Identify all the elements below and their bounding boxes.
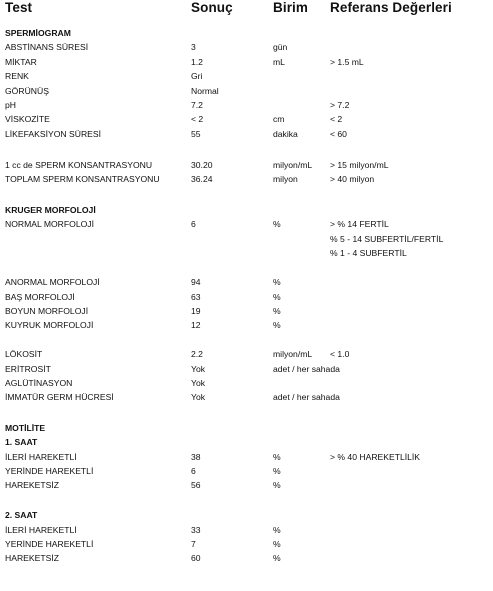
test-name: RENK	[5, 71, 29, 81]
section-title-text: SPERMİOGRAM	[5, 28, 71, 38]
unit: %	[273, 525, 281, 535]
test-name: VİSKOZİTE	[5, 114, 50, 124]
reference-range: > 1.5 mL	[330, 57, 364, 67]
section-title	[0, 203, 493, 217]
test-name: TOPLAM SPERM KONSANTRASYONU	[5, 174, 160, 184]
result-row	[0, 217, 493, 231]
reference-range: < 60	[330, 129, 347, 139]
test-name: YERİNDE HAREKETLİ	[5, 539, 94, 549]
result-value: Yok	[191, 364, 206, 374]
result-value: 36.24	[191, 174, 213, 184]
unit: milyon/mL	[273, 349, 313, 359]
unit: %	[273, 466, 281, 476]
result-value: Yok	[191, 378, 206, 388]
reference-range: > 15 milyon/mL	[330, 160, 389, 170]
result-row	[0, 112, 493, 126]
reference-range: > % 40 HAREKETLİLİK	[330, 452, 421, 462]
result-value: 63	[191, 292, 201, 302]
result-row	[0, 362, 493, 376]
result-row	[0, 84, 493, 98]
result-value: Yok	[191, 392, 206, 402]
test-name: ERİTROSİT	[5, 364, 51, 374]
test-name: LÖKOSİT	[5, 349, 43, 359]
result-value: 6	[191, 466, 196, 476]
unit: %	[273, 320, 281, 330]
header-sonuc: Sonuç	[191, 0, 233, 15]
section-title-text: 1. SAAT	[5, 437, 38, 447]
result-value: 60	[191, 553, 201, 563]
section-title	[0, 435, 493, 449]
result-row	[0, 537, 493, 551]
result-row	[0, 275, 493, 289]
reference-range: < 2	[330, 114, 343, 124]
result-value: 94	[191, 277, 201, 287]
unit: mL	[273, 57, 285, 67]
result-value: 56	[191, 480, 201, 490]
unit: %	[273, 277, 281, 287]
reference-range: % 5 - 14 SUBFERTİL/FERTİL	[330, 234, 444, 244]
unit: milyon	[273, 174, 298, 184]
unit: %	[273, 306, 281, 316]
result-row	[0, 55, 493, 69]
test-name: AGLÜTİNASYON	[5, 378, 73, 388]
test-name: ANORMAL MORFOLOJİ	[5, 277, 100, 287]
result-value: 7	[191, 539, 196, 549]
test-name: HAREKETSİZ	[5, 553, 59, 563]
test-name: LİKEFAKSİYON SÜRESİ	[5, 129, 101, 139]
unit: %	[273, 452, 281, 462]
unit: gün	[273, 42, 288, 52]
result-value: 19	[191, 306, 201, 316]
result-value: Gri	[191, 71, 203, 81]
test-name: BAŞ MORFOLOJİ	[5, 292, 75, 302]
unit: milyon/mL	[273, 160, 313, 170]
result-row	[0, 69, 493, 83]
result-value: 38	[191, 452, 201, 462]
result-row	[0, 232, 493, 246]
unit: adet / her sahada	[273, 364, 340, 374]
unit: %	[273, 219, 281, 229]
result-value: 7.2	[191, 100, 203, 110]
result-row	[0, 40, 493, 54]
result-row	[0, 290, 493, 304]
result-row	[0, 478, 493, 492]
header-test: Test	[5, 0, 33, 15]
header-birim: Birim	[273, 0, 309, 15]
result-value: Normal	[191, 86, 219, 96]
unit: %	[273, 292, 281, 302]
header-referans: Referans Değerleri	[330, 0, 452, 15]
result-row	[0, 127, 493, 141]
result-value: < 2	[191, 114, 204, 124]
reference-range: % 1 - 4 SUBFERTİL	[330, 248, 407, 258]
result-row	[0, 450, 493, 464]
section-title	[0, 26, 493, 40]
result-row	[0, 376, 493, 390]
test-name: pH	[5, 100, 16, 110]
unit: dakika	[273, 129, 298, 139]
result-row	[0, 318, 493, 332]
unit: adet / her sahada	[273, 392, 340, 402]
result-row	[0, 246, 493, 260]
test-name: NORMAL MORFOLOJİ	[5, 219, 94, 229]
result-value: 2.2	[191, 349, 203, 359]
result-row	[0, 464, 493, 478]
unit: cm	[273, 114, 285, 124]
result-row	[0, 98, 493, 112]
test-name: İLERİ HAREKETLİ	[5, 452, 77, 462]
result-row	[0, 304, 493, 318]
test-name: HAREKETSİZ	[5, 480, 59, 490]
test-name: BOYUN MORFOLOJİ	[5, 306, 89, 316]
test-name: YERİNDE HAREKETLİ	[5, 466, 94, 476]
test-name: KUYRUK MORFOLOJİ	[5, 320, 94, 330]
test-name: ABSTİNANS SÜRESİ	[5, 42, 89, 52]
test-name: 1 cc de SPERM KONSANTRASYONU	[5, 160, 153, 170]
result-value: 30.20	[191, 160, 213, 170]
result-row	[0, 390, 493, 404]
result-row	[0, 172, 493, 186]
unit: %	[273, 553, 281, 563]
unit: %	[273, 480, 281, 490]
section-title-text: 2. SAAT	[5, 510, 38, 520]
reference-range: < 1.0	[330, 349, 350, 359]
result-row	[0, 523, 493, 537]
test-name: MİKTAR	[5, 57, 37, 67]
reference-range: > 7.2	[330, 100, 350, 110]
reference-range: > % 14 FERTİL	[330, 219, 389, 229]
result-value: 55	[191, 129, 201, 139]
reference-range: > 40 milyon	[330, 174, 375, 184]
test-name: GÖRÜNÜŞ	[5, 86, 49, 96]
section-title	[0, 421, 493, 435]
result-value: 12	[191, 320, 201, 330]
test-name: İMMATÜR GERM HÜCRESİ	[5, 392, 114, 402]
section-title-text: KRUGER MORFOLOJİ	[5, 205, 96, 215]
section-title	[0, 508, 493, 522]
result-value: 33	[191, 525, 201, 535]
result-value: 3	[191, 42, 196, 52]
section-title-text: MOTİLİTE	[5, 423, 46, 433]
test-name: İLERİ HAREKETLİ	[5, 525, 77, 535]
result-row	[0, 551, 493, 565]
result-row	[0, 347, 493, 361]
unit: %	[273, 539, 281, 549]
result-row	[0, 158, 493, 172]
result-value: 1.2	[191, 57, 203, 67]
result-value: 6	[191, 219, 196, 229]
